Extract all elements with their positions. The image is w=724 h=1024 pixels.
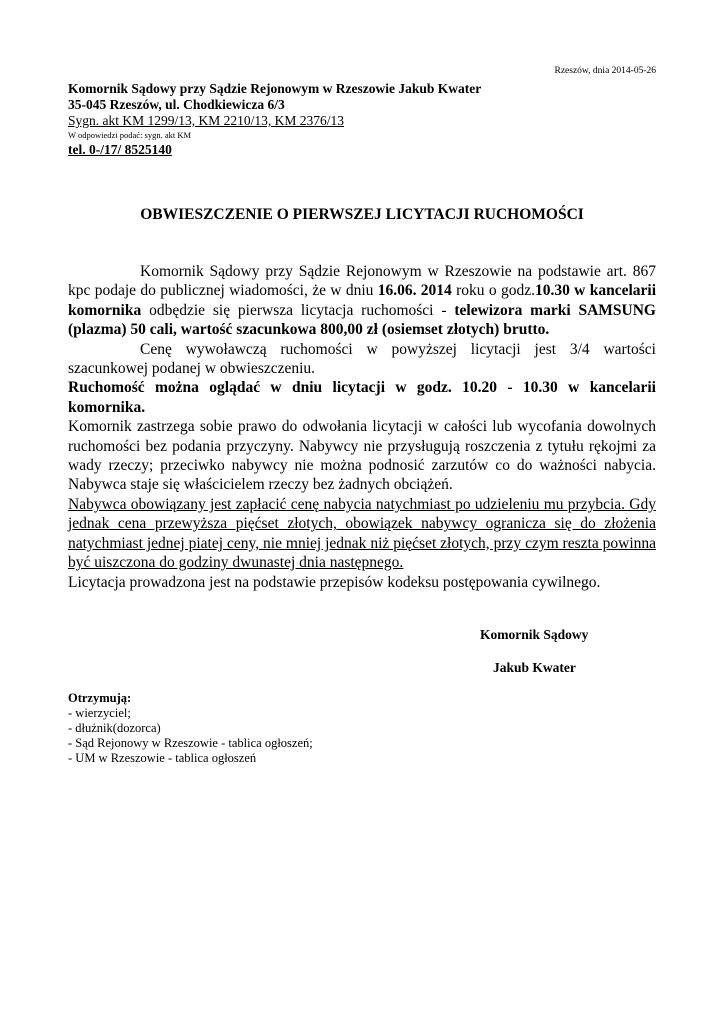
- paragraph-auction-details: [68, 262, 656, 340]
- signature-name: Jakub Kwater: [493, 660, 576, 675]
- recipient-item: - dłużnik(dozorca): [68, 721, 161, 735]
- signature-role: Komornik Sądowy: [480, 627, 589, 642]
- phone-number: tel. 0-/17/ 8525140: [68, 142, 172, 157]
- paragraph-legal-basis: Licytacja prowadzona jest na podstawie przepisów kodeksu postępowania cywilnego.: [68, 573, 601, 591]
- paragraph-payment: Nabywca obowiązany jest zapłacić cenę nabycia natychmiast po udzieleniu mu przybcia. Gdy jednak cena przewyższa pięćset złotych, obowiązek nabywcy ogranicza się do złożenia natychmiast jednej piatej ceny, nie mniej jednak niż pięćset złotych, przy czym reszta powinna być uiszczona do godziny dwunastej dnia następnego.: [68, 495, 656, 572]
- paragraph-viewing: Ruchomość można oglądać w dniu licytacji w godz. 10.20 - 10.30 w kancelarii komornika.: [68, 379, 656, 416]
- case-references: Sygn. akt KM 1299/13, KM 2210/13, KM 2376/13: [68, 113, 345, 128]
- document-date: Rzeszów, dnia 2014-05-26: [554, 66, 656, 76]
- auction-time-place: 10.30 w kancelarii komornika: [68, 282, 657, 319]
- document-title: OBWIESZCZENIE O PIERWSZEJ LICYTACJI RUCHOMOŚCI: [140, 206, 584, 223]
- bailiff-office-name: Komornik Sądowy przy Sądzie Rejonowym w Rzeszowie Jakub Kwater: [68, 81, 482, 96]
- recipient-item: - Sąd Rejonowy w Rzeszowie - tablica ogłoszeń;: [68, 736, 313, 750]
- reply-note: W odpowiedzi podać: sygn. akt KM: [68, 130, 192, 140]
- p1-text-a: Komornik Sądowy przy Sądzie Rejonowym w Rzeszowie na podstawie art. 867 kpc podaje do publicznej wiadomości, że w dniu: [68, 263, 656, 300]
- paragraph-reservations: Komornik zastrzega sobie prawo do odwołania licytacji w całości lub wycofania dowolnych ruchomości bez podania przyczyny. Nabywcy nie przysługują roszczenia z tytułu rękojmi za wady rzeczy; przeciwko nabywcy nie można podnosić zarzutów co do ważności nabycia. Nabywca staje się właścicielem rzeczy bez żadnych obciążeń.: [68, 418, 656, 494]
- recipient-item: - wierzyciel;: [68, 706, 131, 720]
- p1-text-c: odbędzie się pierwsza licytacja ruchomości -: [141, 301, 455, 319]
- recipients-list: [68, 706, 313, 766]
- bailiff-address: 35-045 Rzeszów, ul. Chodkiewicza 6/3: [68, 97, 285, 112]
- p1-text-b: roku o godz.: [451, 282, 535, 300]
- recipients-heading: Otrzymują:: [68, 691, 132, 705]
- paragraph-starting-price: Cenę wywoławczą ruchomości w powyższej licytacji jest 3/4 wartości szacunkowej podanej w obwieszczeniu.: [68, 340, 656, 378]
- notice-body: [68, 262, 656, 592]
- recipient-item: - UM w Rzeszowie - tablica ogłoszeń: [68, 751, 257, 765]
- auction-date: 16.06. 2014: [377, 282, 452, 300]
- auction-item: telewizora marki SAMSUNG (plazma) 50 cali, wartość szacunkowa 800,00 zł (osiemset złotych) brutto.: [68, 301, 656, 339]
